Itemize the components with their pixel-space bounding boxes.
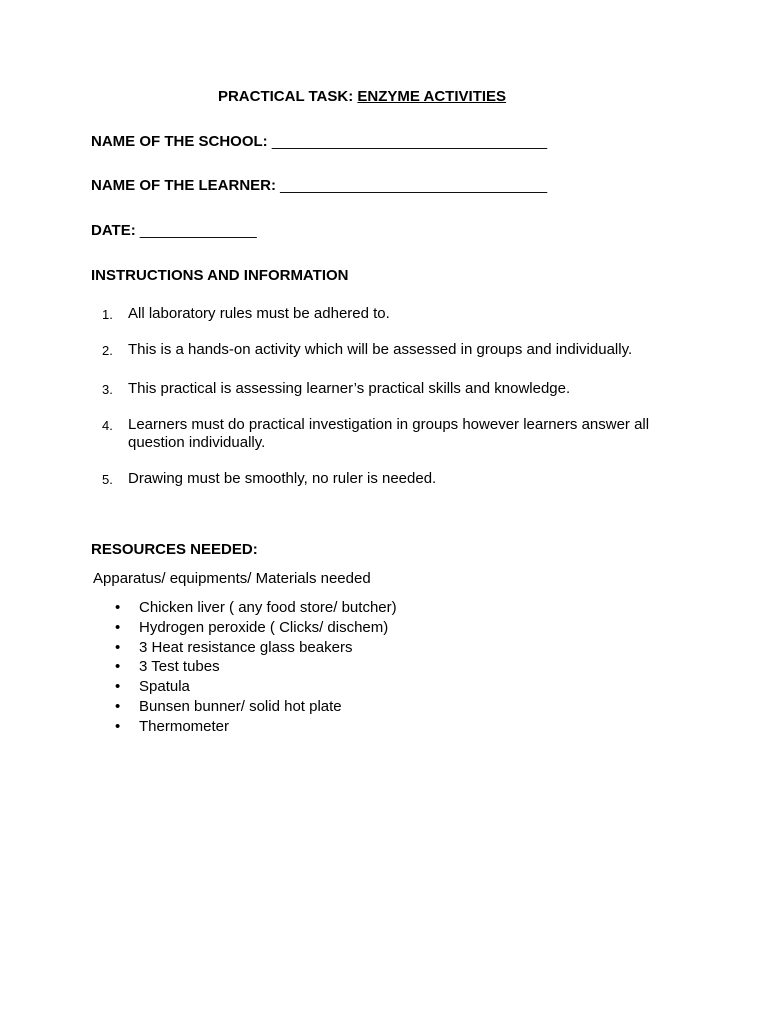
document-title xyxy=(0,88,724,105)
list-item-text: Spatula xyxy=(139,678,190,696)
list-item xyxy=(0,618,768,638)
instructions-heading: INSTRUCTIONS AND INFORMATION xyxy=(91,267,349,284)
school-name-blank: _________________________________ xyxy=(271,133,548,150)
list-item-text: Learners must do practical investigation in groups however learners answer all question individually. xyxy=(128,416,650,451)
list-item-number: 2. xyxy=(102,343,113,358)
learner-name-blank: ________________________________ xyxy=(280,177,548,194)
list-item-number: 3. xyxy=(102,382,113,397)
date-field xyxy=(91,222,257,239)
resources-list xyxy=(0,598,768,737)
list-item xyxy=(0,638,768,658)
bullet-icon: • xyxy=(115,599,121,616)
learner-name-label: NAME OF THE LEARNER: xyxy=(91,177,281,194)
list-item-text: 3 Test tubes xyxy=(139,658,220,676)
list-item xyxy=(0,697,768,717)
school-name-label: NAME OF THE SCHOOL: xyxy=(91,133,272,150)
school-name-field xyxy=(91,133,547,150)
list-item-number: 4. xyxy=(102,418,113,433)
resources-subheading: Apparatus/ equipments/ Materials needed xyxy=(93,570,371,587)
resources-heading: RESOURCES NEEDED: xyxy=(91,541,258,558)
date-label: DATE: xyxy=(91,222,140,239)
bullet-icon: • xyxy=(115,678,121,696)
learner-name-field xyxy=(91,177,547,194)
title-subject: ENZYME ACTIVITIES xyxy=(357,88,507,105)
bullet-icon: • xyxy=(115,697,121,715)
list-item-text: Drawing must be smoothly, no ruler is needed. xyxy=(128,470,437,487)
list-item-text: 3 Heat resistance glass beakers xyxy=(139,638,353,656)
list-item xyxy=(0,598,768,618)
title-prefix: PRACTICAL TASK: xyxy=(217,88,358,105)
list-item-text: This practical is assessing learner’s practical skills and knowledge. xyxy=(128,380,571,397)
list-item xyxy=(0,677,768,697)
list-item-number: 5. xyxy=(102,472,113,487)
list-item-text: Thermometer xyxy=(139,717,230,735)
list-item-number: 1. xyxy=(102,307,113,322)
bullet-icon: • xyxy=(115,717,121,735)
date-blank: ______________ xyxy=(139,222,257,239)
list-item-text: Chicken liver ( any food store/ butcher) xyxy=(139,599,397,616)
bullet-icon: • xyxy=(115,638,121,656)
list-item xyxy=(0,717,768,737)
list-item-text: Hydrogen peroxide ( Clicks/ dischem) xyxy=(139,618,389,636)
list-item-text: Bunsen bunner/ solid hot plate xyxy=(139,697,342,715)
bullet-icon: • xyxy=(115,618,121,636)
list-item-text: All laboratory rules must be adhered to. xyxy=(128,305,390,322)
list-item-text: This is a hands-on activity which will be assessed in groups and individually. xyxy=(128,341,633,358)
list-item xyxy=(0,657,768,677)
bullet-icon: • xyxy=(115,658,121,676)
